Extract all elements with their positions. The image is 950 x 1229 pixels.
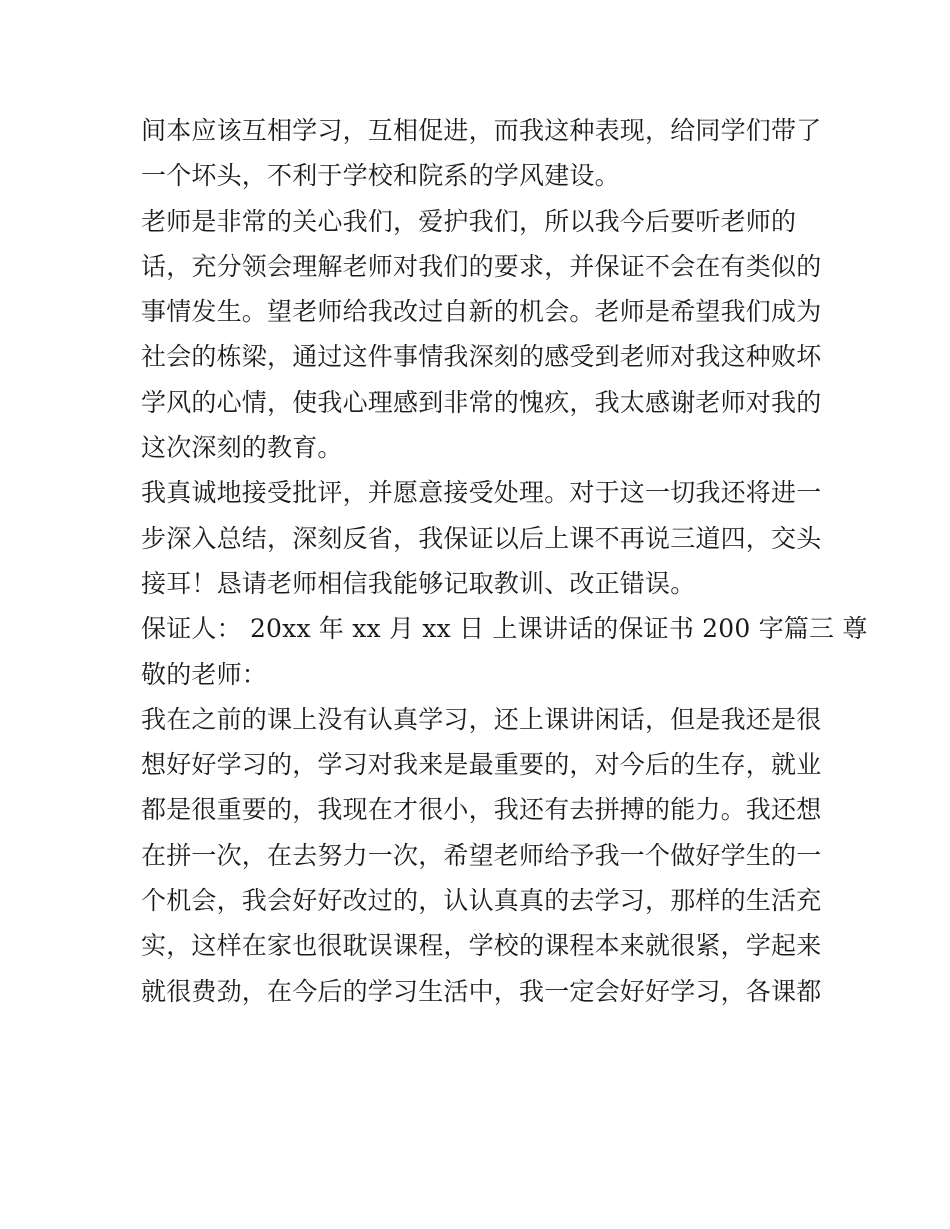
text-line: 步深入总结，深刻反省，我保证以后上课不再说三道四，交头	[141, 523, 822, 553]
text-line: 敬的老师：	[141, 659, 268, 689]
text-line: 这次深刻的教育。	[141, 433, 343, 463]
text-line: 接耳！恳请老师相信我能够记取教训、改正错误。	[141, 568, 696, 598]
text-line: 就很费劲，在今后的学习生活中，我一定会好好学习，各课都	[141, 976, 822, 1006]
text-line: 想好好学习的，学习对我来是最重要的，对今后的生存，就业	[141, 750, 822, 780]
document-body	[141, 108, 868, 1014]
text-line: 话，充分领会理解老师对我们的要求，并保证不会在有类似的	[141, 251, 822, 281]
text-line: 在拼一次，在去努力一次，希望老师给予我一个做好学生的一	[141, 840, 822, 870]
text-line: 社会的栋梁，通过这件事情我深刻的感受到老师对我这种败坏	[141, 342, 822, 372]
text-line: 我在之前的课上没有认真学习，还上课讲闲话，但是我还是很	[141, 704, 822, 734]
text-line: 老师是非常的关心我们，爱护我们，所以我今后要听老师的	[141, 206, 797, 236]
text-line: 一个坏头，不利于学校和院系的学风建设。	[141, 161, 620, 191]
text-line: 事情发生。望老师给我改过自新的机会。老师是希望我们成为	[141, 297, 822, 327]
text-line: 保证人： 20xx 年 xx 月 xx 日 上课讲话的保证书 200 字篇三 尊	[141, 614, 868, 644]
text-line: 都是很重要的，我现在才很小，我还有去拼搏的能力。我还想	[141, 795, 822, 825]
text-line: 间本应该互相学习，互相促进，而我这种表现，给同学们带了	[141, 116, 822, 145]
text-line: 学风的心情，使我心理感到非常的愧疚，我太感谢老师对我的	[141, 387, 822, 417]
text-line: 个机会，我会好好改过的，认认真真的去学习，那样的生活充	[141, 886, 822, 916]
text-line: 实，这样在家也很耽误课程，学校的课程本来就很紧，学起来	[141, 931, 822, 961]
text-line: 我真诚地接受批评，并愿意接受处理。对于这一切我还将进一	[141, 478, 822, 508]
